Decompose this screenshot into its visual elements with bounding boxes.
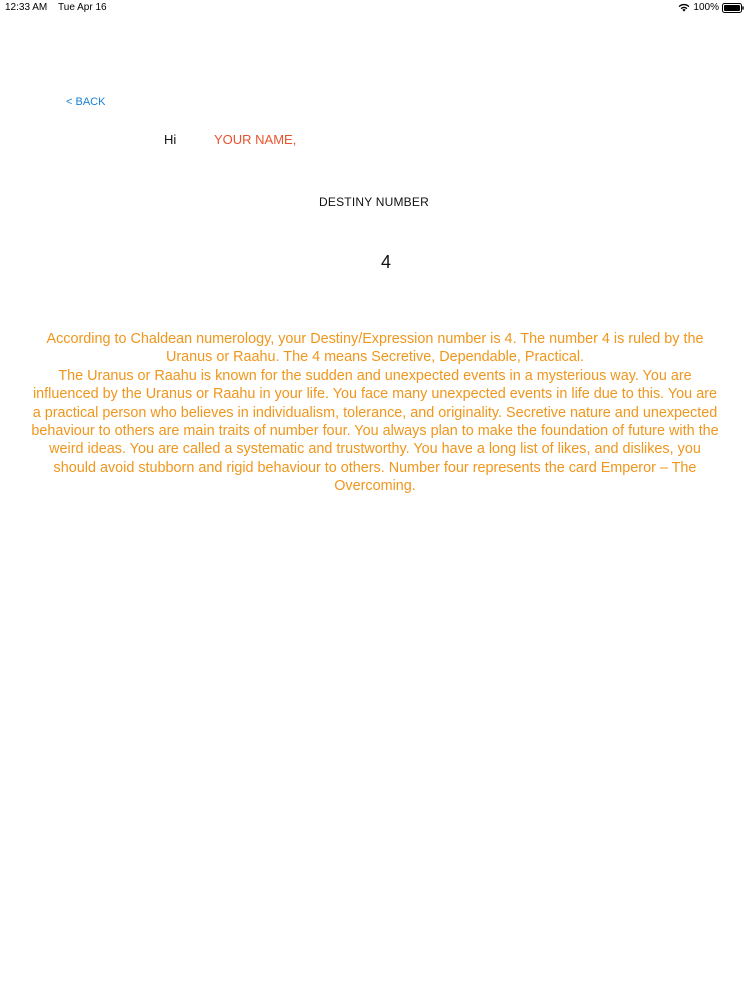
destiny-description (30, 330, 720, 496)
user-name: YOUR NAME, (214, 132, 297, 147)
wifi-icon (678, 3, 690, 12)
battery-percent: 100% (693, 2, 719, 13)
greeting-hi: Hi (164, 132, 177, 147)
status-bar (0, 0, 750, 16)
destiny-number-title: DESTINY NUMBER (319, 195, 429, 209)
status-left (5, 2, 107, 13)
back-button[interactable]: < BACK (66, 96, 106, 108)
battery-icon (722, 3, 744, 13)
description-paragraph-2: The Uranus or Raahu is known for the sudden and unexpected events in a mysterious way. You are influenced by the Uranus or Raahu in your life. You face many unexpected events in life due to this. You are a practical person who believes in individualism, tolerance, and originality. Secretive nature and unexpected behaviour to others are main traits of number four. You always plan to make the foundation of future with the weird ideas. You are called a systematic and trustworthy. You have a long list of likes, and dislikes, you should avoid stubborn and rigid behaviour to others. Number four represents the card Emperor – The Overcoming. (31, 367, 719, 495)
status-right (678, 2, 744, 13)
status-date: Tue Apr 16 (58, 2, 107, 13)
description-paragraph-1: According to Chaldean numerology, your Destiny/Expression number is 4. The number 4 is ruled by the Uranus or Raahu. The 4 means Secretive, Dependable, Practical. (46, 331, 704, 366)
destiny-number-value: 4 (380, 252, 391, 272)
status-time: 12:33 AM (5, 2, 48, 13)
